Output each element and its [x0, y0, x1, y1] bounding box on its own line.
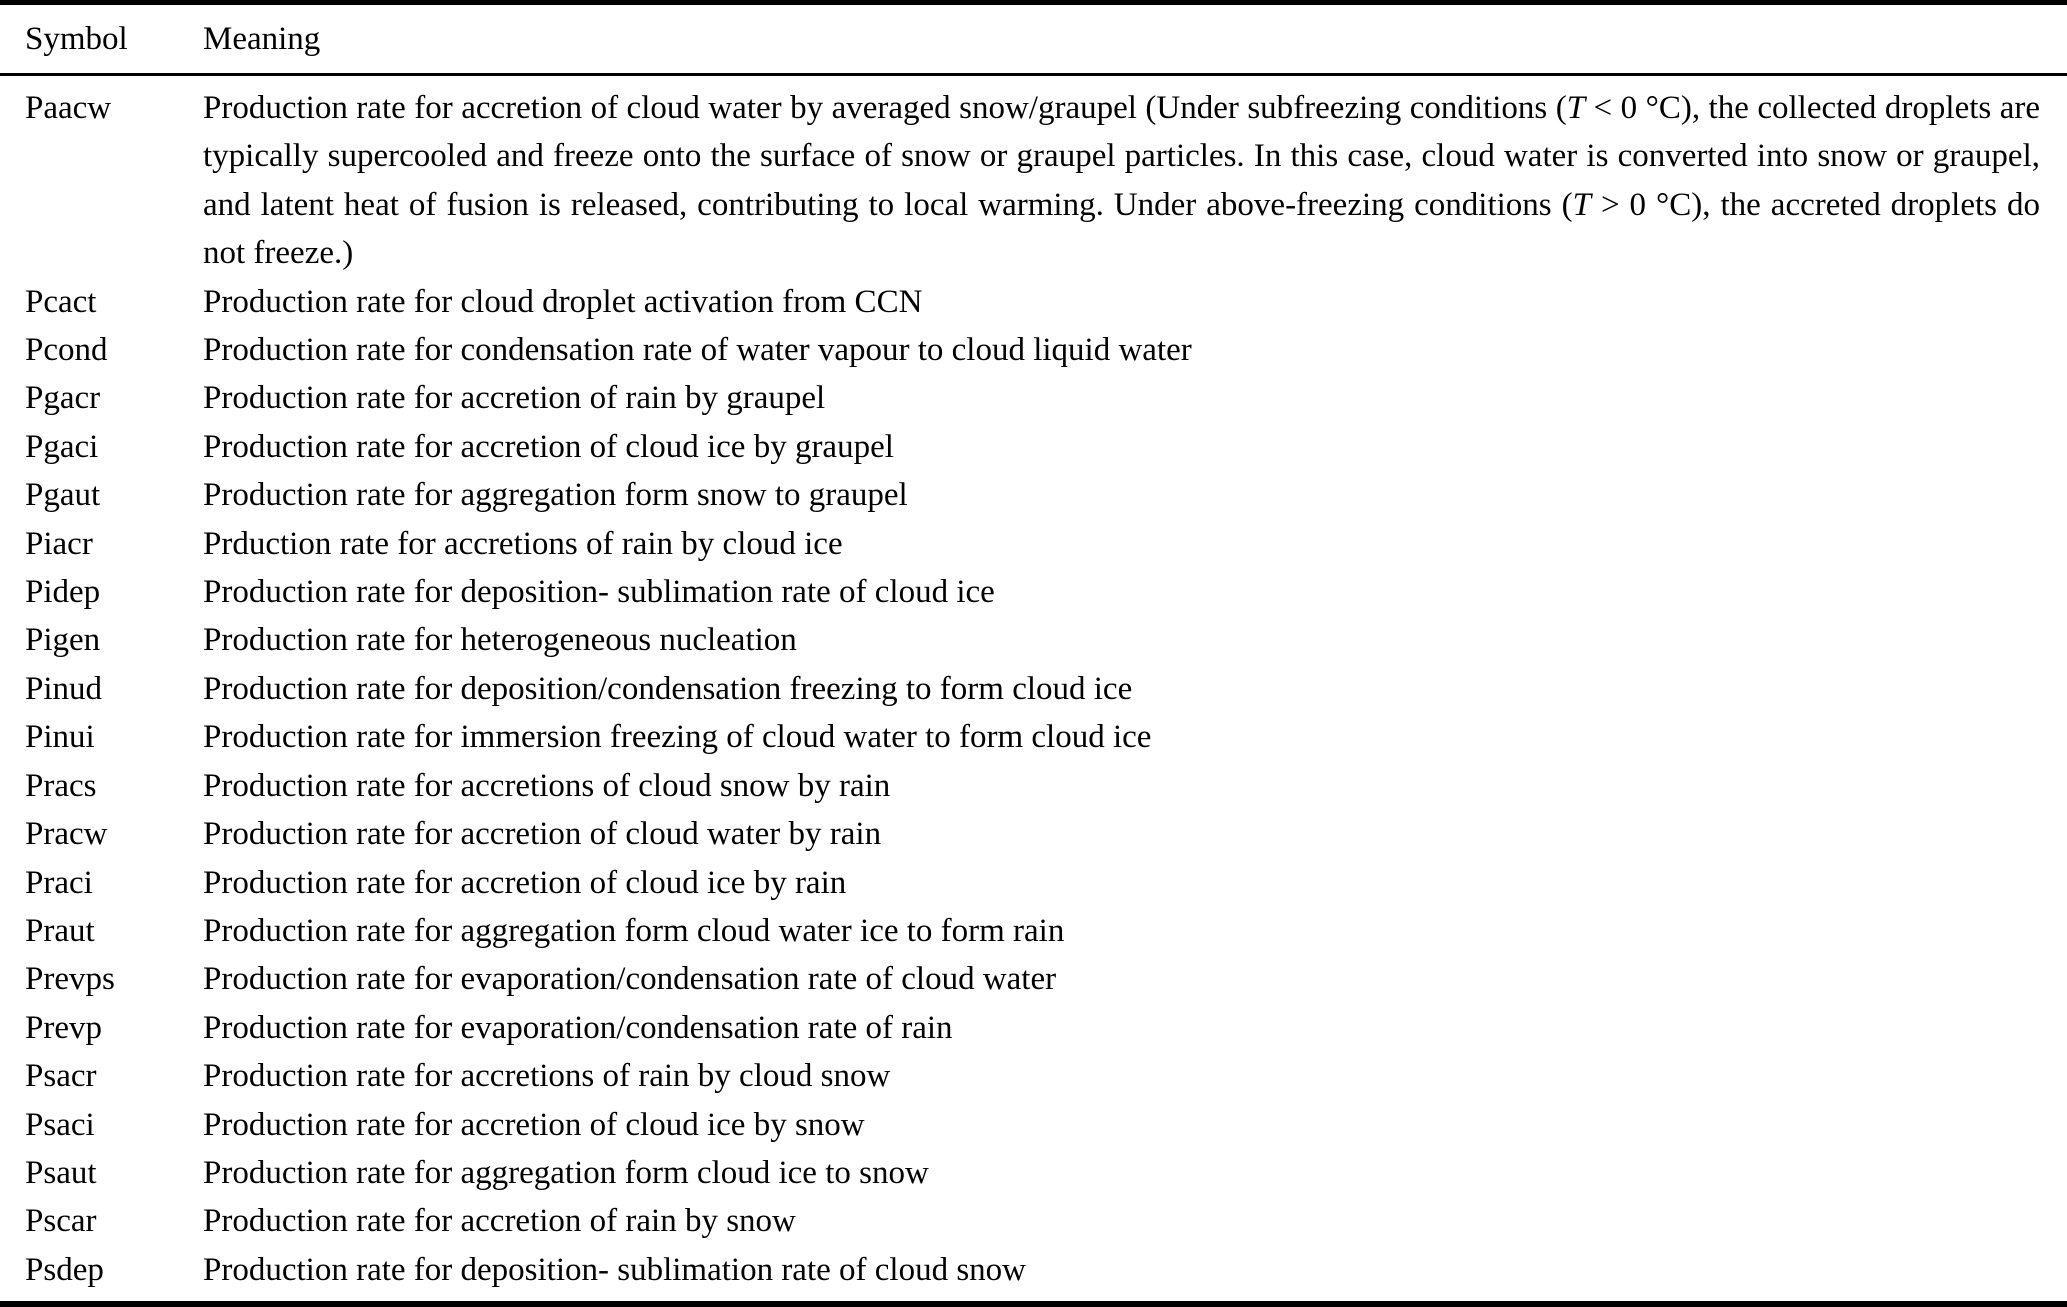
symbol-cell: Pscar [25, 1203, 97, 1240]
symbol-cell: Pigen [25, 622, 101, 659]
table-row [0, 278, 2067, 326]
table-body [0, 76, 2067, 1301]
table-row [0, 665, 2067, 713]
table-row [0, 713, 2067, 761]
meaning-cell: Production rate for accretion of rain by snow [203, 1203, 796, 1240]
meaning-cell: Production rate for aggregation form snow to graupel [203, 477, 908, 514]
table-row [0, 616, 2067, 664]
symbol-cell: Pgaut [25, 477, 101, 514]
meaning-cell: Production rate for evaporation/condensation rate of rain [203, 1009, 953, 1046]
table-row [0, 568, 2067, 616]
meaning-cell: Production rate for deposition/condensation freezing to form cloud ice [203, 670, 1133, 707]
meaning-cell: Production rate for heterogeneous nucleation [203, 622, 797, 659]
table-row [0, 374, 2067, 422]
symbol-cell: Pcact [25, 283, 97, 320]
table-row [0, 1052, 2067, 1100]
meaning-cell: Production rate for evaporation/condensation rate of cloud water [203, 961, 1057, 998]
symbol-cell: Pcond [25, 332, 108, 369]
meaning-cell: Production rate for accretion of cloud ice by graupel [203, 428, 894, 465]
meaning-cell: Production rate for deposition- sublimation rate of cloud snow [203, 1251, 1027, 1288]
symbol-cell: Paacw [25, 90, 112, 126]
column-header-meaning: Meaning [203, 20, 321, 57]
meaning-cell: Production rate for deposition- sublimation rate of cloud ice [203, 574, 995, 611]
symbol-cell: Psdep [25, 1251, 104, 1288]
symbol-cell: Pgaci [25, 428, 99, 465]
meaning-cell: Production rate for accretion of rain by graupel [203, 380, 826, 417]
table-row [0, 1101, 2067, 1149]
table-row [0, 907, 2067, 955]
table-row [0, 1246, 2067, 1294]
meaning-cell: Production rate for accretions of rain by cloud snow [203, 1058, 891, 1095]
meaning-cell: Production rate for accretions of cloud snow by rain [203, 767, 891, 804]
meaning-cell: Production rate for accretion of cloud ice by snow [203, 1106, 865, 1143]
symbol-cell: Pgacr [25, 380, 101, 417]
table-row [0, 762, 2067, 810]
symbol-cell: Psacr [25, 1058, 97, 1095]
symbol-cell: Praut [25, 912, 95, 949]
table-row [0, 471, 2067, 519]
symbol-cell: Psaci [25, 1106, 95, 1143]
table-row [0, 520, 2067, 568]
symbol-cell: Pracw [25, 816, 108, 853]
meaning-cell: Production rate for accretion of cloud water by rain [203, 816, 882, 853]
table-row [0, 423, 2067, 471]
symbol-cell: Praci [25, 864, 93, 901]
meaning-cell: Production rate for condensation rate of water vapour to cloud liquid water [203, 332, 1192, 369]
symbol-cell: Pinud [25, 670, 103, 707]
meaning-cell: Production rate for aggregation form cloud ice to snow [203, 1154, 929, 1191]
symbol-cell: Prevps [25, 961, 115, 998]
table-row [0, 1149, 2067, 1197]
symbol-cell: Pinui [25, 719, 95, 756]
table-header-row [0, 5, 2067, 76]
meaning-cell: Production rate for cloud droplet activation from CCN [203, 283, 923, 320]
table-row [0, 859, 2067, 907]
table-row [0, 84, 2067, 278]
table-row [0, 1197, 2067, 1245]
symbol-cell: Pidep [25, 574, 101, 611]
symbol-cell: Prevp [25, 1009, 102, 1046]
column-header-symbol: Symbol [25, 20, 128, 57]
meaning-cell: Prduction rate for accretions of rain by cloud ice [203, 525, 843, 562]
table-row [0, 955, 2067, 1003]
meaning-cell: Production rate for accretion of cloud ice by rain [203, 864, 847, 901]
meaning-cell: Production rate for accretion of cloud water by averaged snow/graupel (Under subfreezing conditions (T < 0 °C), the collected droplets are typically supercooled and freeze onto the surface of snow or graupel particles. In this case, cloud water is converted into snow or graupel, and latent heat of fusion is released, contributing to local warming. Under above-freezing conditions (T > 0 °C), the accreted droplets do not freeze.) [203, 90, 2040, 272]
table-row [0, 1004, 2067, 1052]
symbol-cell: Piacr [25, 525, 93, 562]
meaning-cell: Production rate for aggregation form cloud water ice to form rain [203, 912, 1065, 949]
table-row [0, 810, 2067, 858]
meaning-cell: Production rate for immersion freezing of cloud water to form cloud ice [203, 719, 1152, 756]
symbol-cell: Pracs [25, 767, 97, 804]
symbol-cell: Psaut [25, 1154, 97, 1191]
table-row [0, 326, 2067, 374]
